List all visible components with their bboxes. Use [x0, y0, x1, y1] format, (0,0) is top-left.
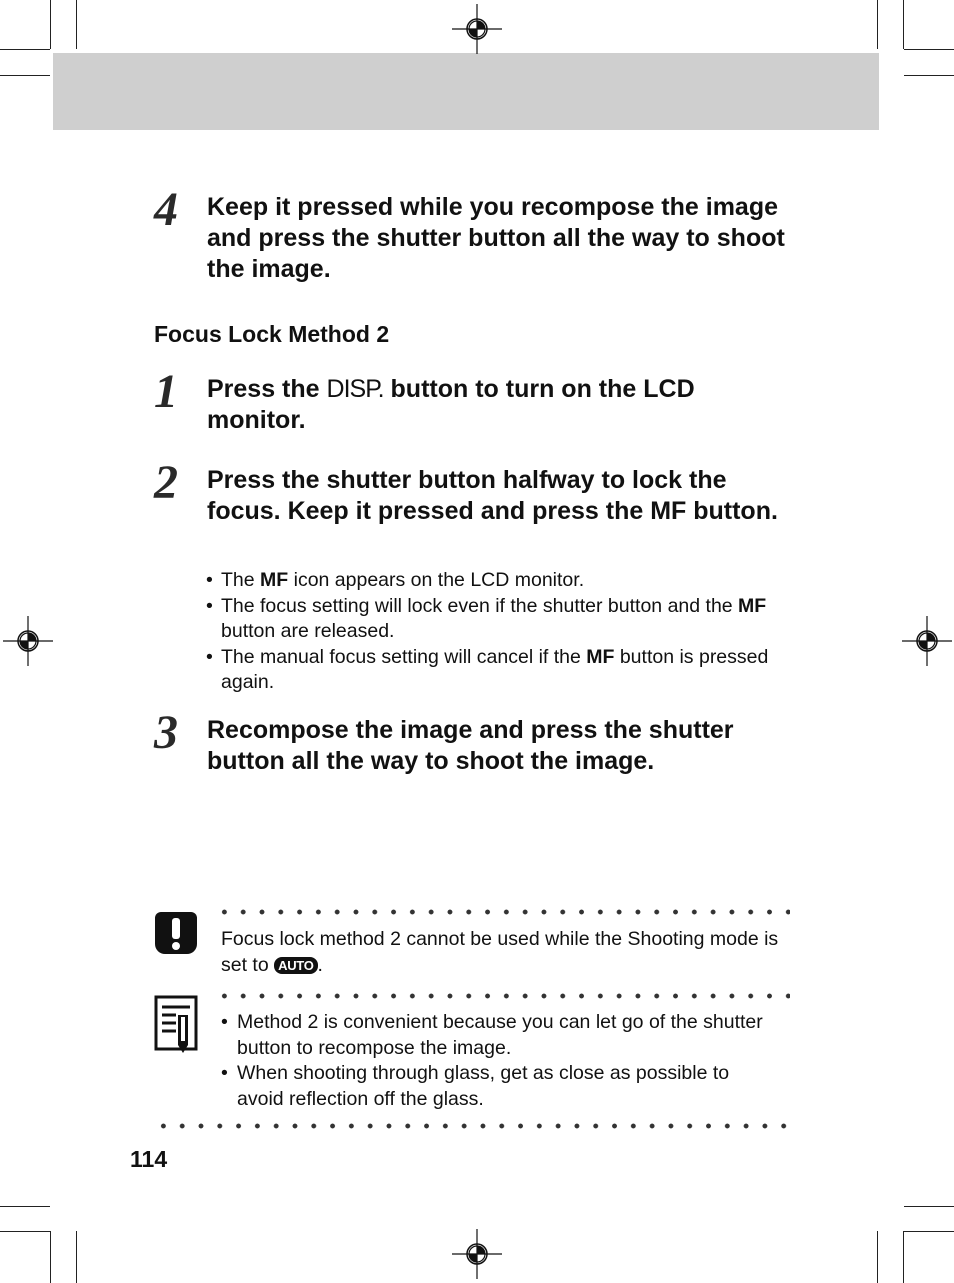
list-item: • The manual focus setting will cancel if the MF button is pressed again. — [206, 645, 776, 696]
list-item: • When shooting through glass, get as close as possible to avoid reflection off the glass. — [221, 1061, 781, 1112]
auto-mode-icon: AUTO — [274, 957, 317, 974]
caution-text: Focus lock method 2 cannot be used while the Shooting mode is set to AUTO . — [221, 928, 779, 976]
step-text: Press the DISP. button to turn on the LCD monitor. — [207, 375, 695, 434]
step-text: Keep it pressed while you recompose the image and press the shutter button all the way to shoot the image. — [207, 193, 785, 283]
registration-mark-icon — [452, 1229, 502, 1279]
dotted-divider — [215, 993, 790, 999]
list-item: • The MF icon appears on the LCD monitor. — [206, 568, 776, 594]
registration-mark-icon — [452, 4, 502, 54]
registration-mark-icon — [902, 616, 952, 666]
disp-button-label: DISP. — [326, 375, 384, 403]
dotted-divider — [215, 909, 790, 915]
registration-mark-icon — [3, 616, 53, 666]
header-band — [53, 53, 879, 130]
step-number: 1 — [154, 365, 178, 418]
step-2-bullet-list — [206, 568, 776, 696]
caution-exclamation-icon — [153, 910, 199, 956]
note-list — [221, 1010, 781, 1112]
memo-pencil-icon — [154, 995, 200, 1055]
step-text: Recompose the image and press the shutter button all the way to shoot the image. — [207, 716, 734, 775]
dotted-divider — [154, 1123, 790, 1129]
list-item: • The focus setting will lock even if the shutter button and the MF button are released. — [206, 594, 776, 645]
page-number: 114 — [130, 1146, 168, 1172]
list-item: • Method 2 is convenient because you can let go of the shutter button to recompose the image. — [221, 1010, 781, 1061]
section-heading: Focus Lock Method 2 — [154, 321, 390, 347]
step-number: 3 — [154, 706, 178, 759]
step-text: Press the shutter button halfway to lock the focus. Keep it pressed and press the MF button. — [207, 466, 778, 525]
step-number: 2 — [154, 456, 178, 509]
step-number: 4 — [154, 183, 178, 236]
